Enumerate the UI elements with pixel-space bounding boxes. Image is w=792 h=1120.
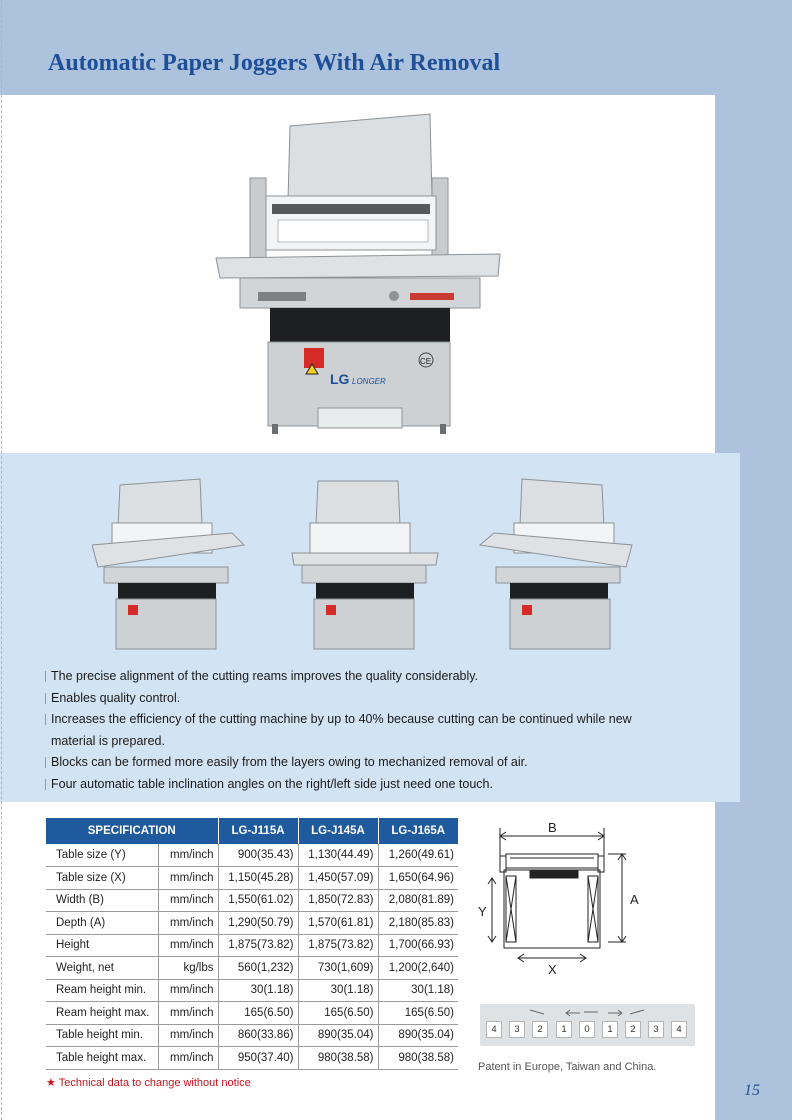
row-label: Height xyxy=(46,934,158,957)
row-unit: mm/inch xyxy=(158,889,218,912)
row-value: 980(38.58) xyxy=(378,1047,458,1070)
feature-item: The precise alignment of the cutting reams improves the quality considerably. xyxy=(44,666,714,688)
dimension-diagram xyxy=(470,818,650,978)
page-number: 15 xyxy=(744,1082,760,1099)
table-row xyxy=(46,979,458,1002)
svg-text:LG: LG xyxy=(330,371,350,387)
row-value: 1,875(73.82) xyxy=(298,934,378,957)
dim-label-x: X xyxy=(548,962,557,977)
row-value: 1,450(57.09) xyxy=(298,867,378,890)
row-label: Weight, net xyxy=(46,957,158,980)
row-value: 1,570(61.81) xyxy=(298,912,378,935)
row-value: 30(1.18) xyxy=(378,979,458,1002)
row-value: 860(33.86) xyxy=(218,1024,298,1047)
row-value: 900(35.43) xyxy=(218,844,298,867)
row-label: Ream height max. xyxy=(46,1002,158,1025)
table-header-row xyxy=(46,818,458,844)
row-value: 1,200(2,640) xyxy=(378,957,458,980)
row-unit: mm/inch xyxy=(158,912,218,935)
patent-note: Patent in Europe, Taiwan and China. xyxy=(478,1061,657,1073)
angle-key[interactable]: 2 xyxy=(532,1021,548,1038)
row-unit: kg/lbs xyxy=(158,957,218,980)
star-icon: ★ xyxy=(46,1077,56,1089)
paper-jogger-machine-image xyxy=(200,108,520,438)
dim-label-y: Y xyxy=(478,904,487,919)
row-value: 1,875(73.82) xyxy=(218,934,298,957)
inclination-angle-keys xyxy=(480,1004,695,1046)
angle-key[interactable]: 3 xyxy=(509,1021,525,1038)
row-unit: mm/inch xyxy=(158,1047,218,1070)
row-unit: mm/inch xyxy=(158,844,218,867)
machine-variant-level xyxy=(290,475,450,655)
col-model-2: LG-J145A xyxy=(298,818,378,844)
row-label: Table height max. xyxy=(46,1047,158,1070)
ce-mark: CE xyxy=(420,357,432,366)
trim-line xyxy=(1,0,2,1120)
angle-key[interactable]: 4 xyxy=(486,1021,502,1038)
feature-item: Blocks can be formed more easily from the layers owing to mechanized removal of air. xyxy=(44,752,714,774)
row-value: 1,700(66.93) xyxy=(378,934,458,957)
tilt-arrows-icon xyxy=(480,1004,695,1022)
row-unit: mm/inch xyxy=(158,1002,218,1025)
row-value: 980(38.58) xyxy=(298,1047,378,1070)
row-label: Ream height min. xyxy=(46,979,158,1002)
row-value: 165(6.50) xyxy=(218,1002,298,1025)
row-label: Table size (Y) xyxy=(46,844,158,867)
row-value: 30(1.18) xyxy=(218,979,298,1002)
header-band xyxy=(0,0,792,95)
feature-item-continued: material is prepared. xyxy=(51,733,165,748)
row-value: 1,550(61.02) xyxy=(218,889,298,912)
brand-logo: LONGER xyxy=(352,377,386,386)
row-label: Width (B) xyxy=(46,889,158,912)
row-value: 730(1,609) xyxy=(298,957,378,980)
machine-variant-left-tilt xyxy=(92,475,252,655)
row-unit: mm/inch xyxy=(158,1024,218,1047)
feature-item: Increases the efficiency of the cutting machine by up to 40% because cutting can be continued while new xyxy=(44,709,714,731)
table-row xyxy=(46,844,458,867)
machine-variant-right-tilt xyxy=(474,475,634,655)
row-value: 1,290(50.79) xyxy=(218,912,298,935)
row-value: 1,130(44.49) xyxy=(298,844,378,867)
feature-item: Four automatic table inclination angles on the right/left side just need one touch. xyxy=(44,774,714,796)
table-row xyxy=(46,867,458,890)
table-row xyxy=(46,957,458,980)
row-value: 890(35.04) xyxy=(378,1024,458,1047)
row-label: Table size (X) xyxy=(46,867,158,890)
table-row xyxy=(46,889,458,912)
angle-key[interactable]: 1 xyxy=(556,1021,572,1038)
specification-table xyxy=(46,818,458,1070)
table-row xyxy=(46,1024,458,1047)
table-row xyxy=(46,912,458,935)
row-value: 30(1.18) xyxy=(298,979,378,1002)
row-value: 1,650(64.96) xyxy=(378,867,458,890)
table-row xyxy=(46,1047,458,1070)
feature-item: Enables quality control. xyxy=(44,688,714,710)
angle-key[interactable]: 2 xyxy=(625,1021,641,1038)
col-model-1: LG-J115A xyxy=(218,818,298,844)
row-value: 1,150(45.28) xyxy=(218,867,298,890)
table-row xyxy=(46,1002,458,1025)
row-value: 1,260(49.61) xyxy=(378,844,458,867)
technical-note-text: Technical data to change without notice xyxy=(58,1077,251,1089)
dim-label-b: B xyxy=(548,820,557,835)
angle-key[interactable]: 1 xyxy=(602,1021,618,1038)
row-value: 2,180(85.83) xyxy=(378,912,458,935)
row-value: 165(6.50) xyxy=(378,1002,458,1025)
angle-key[interactable]: 0 xyxy=(579,1021,595,1038)
technical-note xyxy=(46,1076,251,1089)
row-value: 1,850(72.83) xyxy=(298,889,378,912)
feature-list xyxy=(44,666,714,795)
row-unit: mm/inch xyxy=(158,979,218,1002)
row-unit: mm/inch xyxy=(158,934,218,957)
angle-key[interactable]: 4 xyxy=(671,1021,687,1038)
row-unit: mm/inch xyxy=(158,867,218,890)
row-value: 560(1,232) xyxy=(218,957,298,980)
col-specification: SPECIFICATION xyxy=(46,818,218,844)
angle-key[interactable]: 3 xyxy=(648,1021,664,1038)
table-row xyxy=(46,934,458,957)
row-value: 2,080(81.89) xyxy=(378,889,458,912)
page-title: Automatic Paper Joggers With Air Removal xyxy=(48,50,501,76)
row-label: Depth (A) xyxy=(46,912,158,935)
col-model-3: LG-J165A xyxy=(378,818,458,844)
row-value: 890(35.04) xyxy=(298,1024,378,1047)
row-value: 950(37.40) xyxy=(218,1047,298,1070)
dim-label-a: A xyxy=(630,892,639,907)
row-value: 165(6.50) xyxy=(298,1002,378,1025)
row-label: Table height min. xyxy=(46,1024,158,1047)
